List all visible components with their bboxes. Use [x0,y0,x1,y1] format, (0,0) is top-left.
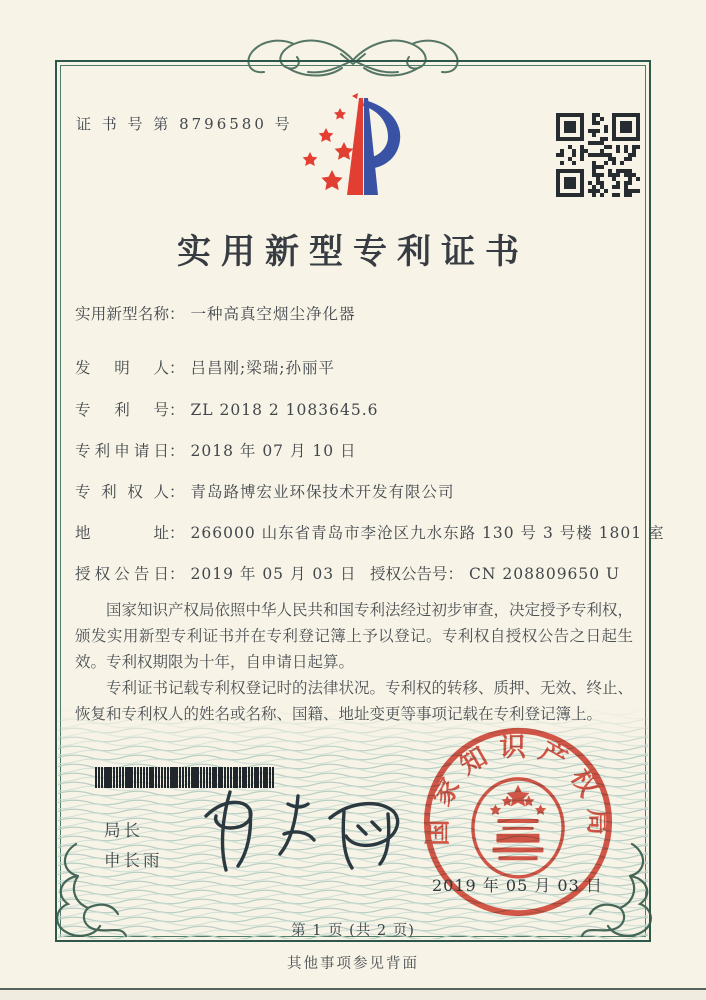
field-grant-number [370,562,620,584]
field-row-filing-date [75,439,357,461]
legal-paragraph-2: 专利证书记载专利权登记时的法律状况。专利权的转移、质押、无效、终止、恢复和专利权人的姓名或名称、国籍、地址变更等事项记载在专利登记簿上。 [75,679,634,723]
field-label: 授权公告号 [370,565,448,583]
certificate-title: 实用新型专利证书 [177,232,529,272]
logo-p-mark [347,93,400,195]
field-colon: ： [447,565,464,583]
cnipa-logo [288,92,424,200]
page-number: 第 1 页 (共 2 页) [291,923,415,939]
field-value: 2018 年 07 月 10 日 [190,442,357,460]
field-row-patent-number [75,398,379,420]
field-colon: ： [169,305,185,323]
field-label: 地址 [75,524,169,542]
field-value: 吕昌刚;梁瑞;孙丽平 [190,359,335,377]
field-colon: ： [169,359,185,377]
field-colon: ： [169,565,185,583]
seal-ring-text: 国家知识产权局 [422,732,614,846]
field-label: 专利号 [75,401,169,419]
field-colon: ： [169,442,185,460]
field-value: 2019 年 05 月 03 日 [190,565,357,583]
field-colon: ： [169,483,185,501]
field-colon: ： [169,524,185,542]
field-row-address [75,521,665,543]
field-row-patentee [75,480,455,502]
field-label: 发明人 [75,359,169,377]
field-row-inventors [75,356,335,378]
seal-national-emblem [473,779,563,877]
field-label: 授权公告日 [75,565,169,583]
commissioner-signature [192,778,407,882]
back-note: 其他事项参见背面 [287,956,419,972]
commissioner-block [104,816,163,876]
commissioner-name: 申长雨 [104,851,163,870]
field-value: CN 208809650 U [469,565,621,583]
legal-paragraph-1: 国家知识产权局依照中华人民共和国专利法经过初步审查，决定授予专利权，颁发实用新型专利证书并在专利登记簿上予以登记。专利权自授权公告之日起生效。专利权期限为十年，自申请日起算。 [75,601,634,671]
paper-edge [0,990,706,1000]
commissioner-title: 局长 [104,821,143,840]
field-row-grant-date [75,562,635,584]
certificate-number: 证 书 号 第 8796580 号 [76,115,293,133]
field-row-utility-name [75,302,356,324]
field-value: 266000 山东省青岛市李沧区九水东路 130 号 3 号楼 1801 室 [190,524,665,542]
logo-stars [303,108,354,190]
seal-date: 2019 年 05 月 03 日 [432,876,603,895]
field-label: 专利权人 [75,483,169,501]
legal-text [75,597,633,727]
field-value: 一种高真空烟尘净化器 [190,305,356,323]
field-colon: ： [169,401,185,419]
qr-code [556,113,640,197]
field-label: 专利申请日 [75,442,169,460]
field-value: 青岛路博宏业环保技术开发有限公司 [190,483,455,501]
field-label: 实用新型名称 [75,305,169,323]
field-value: ZL 2018 2 1083645.6 [190,401,379,419]
